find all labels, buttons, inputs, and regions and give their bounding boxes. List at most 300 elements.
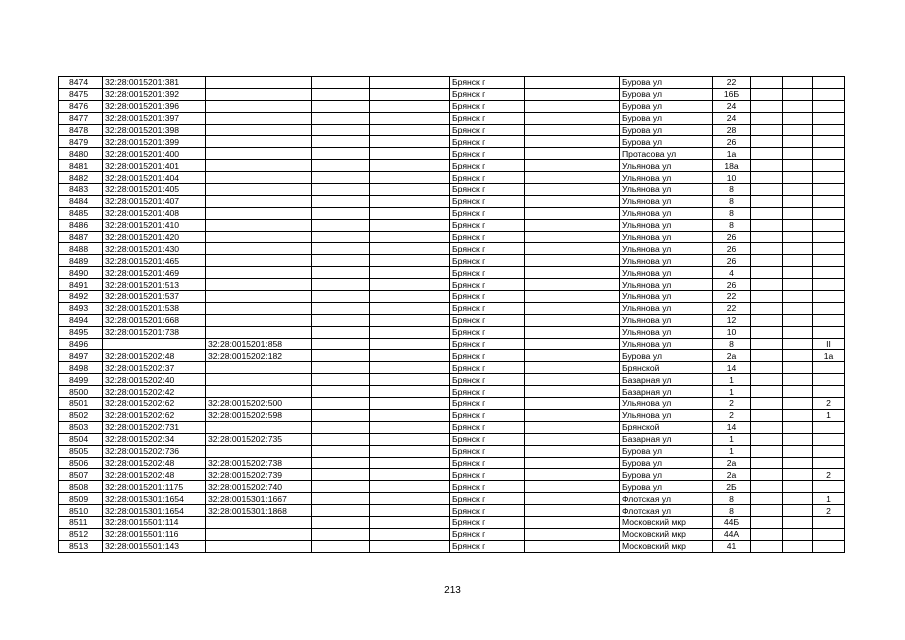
- table-row: [59, 124, 845, 136]
- cell-empty-col-7: [525, 386, 620, 398]
- cell-cadastral-number: 32:28:0015201:404: [103, 172, 206, 184]
- cell-empty-col-4: [312, 457, 370, 469]
- cell-cadastral-number: 32:28:0015301:1654: [103, 505, 206, 517]
- cell-record-number: 8479: [59, 136, 103, 148]
- cell-house-number: 4: [713, 267, 751, 279]
- cell-empty-col-7: [525, 469, 620, 481]
- cell-cadastral-number: 32:28:0015201:668: [103, 314, 206, 326]
- cell-linked-cadastral-number: [206, 195, 312, 207]
- cell-empty-col-7: [525, 398, 620, 410]
- cell-apartment: [813, 267, 845, 279]
- table-row: [59, 374, 845, 386]
- cell-street: Бурова ул: [620, 136, 713, 148]
- cell-street: Брянской: [620, 421, 713, 433]
- cell-house-number: 22: [713, 302, 751, 314]
- cell-empty-col-10: [751, 88, 783, 100]
- cell-apartment: [813, 112, 845, 124]
- cell-empty-col-5: [370, 457, 450, 469]
- cell-apartment: [813, 386, 845, 398]
- cell-empty-col-10: [751, 302, 783, 314]
- cell-empty-col-11: [783, 433, 813, 445]
- cell-empty-col-5: [370, 112, 450, 124]
- cell-empty-col-11: [783, 505, 813, 517]
- cell-street: Ульянова ул: [620, 195, 713, 207]
- cell-empty-col-5: [370, 338, 450, 350]
- cell-cadastral-number: 32:28:0015201:397: [103, 112, 206, 124]
- cell-empty-col-5: [370, 540, 450, 552]
- cell-apartment: [813, 291, 845, 303]
- cell-empty-col-11: [783, 279, 813, 291]
- cell-house-number: 10: [713, 326, 751, 338]
- cell-cadastral-number: 32:28:0015202:62: [103, 398, 206, 410]
- cell-locality: Брянск г: [450, 88, 525, 100]
- cell-locality: Брянск г: [450, 148, 525, 160]
- cell-empty-col-5: [370, 291, 450, 303]
- cell-house-number: 44Б: [713, 516, 751, 528]
- table-row: [59, 184, 845, 196]
- cell-record-number: 8512: [59, 528, 103, 540]
- cell-locality: Брянск г: [450, 326, 525, 338]
- cell-empty-col-5: [370, 362, 450, 374]
- cell-house-number: 44А: [713, 528, 751, 540]
- cell-empty-col-11: [783, 481, 813, 493]
- cell-empty-col-7: [525, 100, 620, 112]
- table-row: [59, 160, 845, 172]
- cell-linked-cadastral-number: [206, 231, 312, 243]
- table-row: [59, 326, 845, 338]
- cell-empty-col-4: [312, 112, 370, 124]
- cell-empty-col-5: [370, 516, 450, 528]
- table-row: [59, 172, 845, 184]
- cell-house-number: 18а: [713, 160, 751, 172]
- cell-empty-col-5: [370, 469, 450, 481]
- cell-street: Ульянова ул: [620, 398, 713, 410]
- cell-empty-col-7: [525, 112, 620, 124]
- cell-empty-col-10: [751, 124, 783, 136]
- cell-empty-col-5: [370, 421, 450, 433]
- cell-linked-cadastral-number: 32:28:0015202:738: [206, 457, 312, 469]
- cell-house-number: 10: [713, 172, 751, 184]
- cell-locality: Брянск г: [450, 267, 525, 279]
- table-row: [59, 136, 845, 148]
- cell-street: Бурова ул: [620, 112, 713, 124]
- cell-empty-col-7: [525, 279, 620, 291]
- cell-house-number: 14: [713, 362, 751, 374]
- cell-empty-col-7: [525, 77, 620, 89]
- cell-apartment: [813, 255, 845, 267]
- cell-empty-col-4: [312, 326, 370, 338]
- cell-apartment: [813, 172, 845, 184]
- register-table: [58, 76, 845, 553]
- cell-empty-col-5: [370, 172, 450, 184]
- cell-empty-col-10: [751, 231, 783, 243]
- cell-apartment: [813, 100, 845, 112]
- cell-empty-col-4: [312, 302, 370, 314]
- cell-empty-col-5: [370, 433, 450, 445]
- cell-apartment: [813, 219, 845, 231]
- cell-empty-col-11: [783, 326, 813, 338]
- cell-locality: Брянск г: [450, 421, 525, 433]
- cell-record-number: 8507: [59, 469, 103, 481]
- cell-street: Флотская ул: [620, 493, 713, 505]
- cell-empty-col-5: [370, 148, 450, 160]
- cell-record-number: 8480: [59, 148, 103, 160]
- cell-cadastral-number: 32:28:0015201:469: [103, 267, 206, 279]
- cell-record-number: 8496: [59, 338, 103, 350]
- cell-locality: Брянск г: [450, 184, 525, 196]
- cell-linked-cadastral-number: [206, 528, 312, 540]
- cell-apartment: [813, 124, 845, 136]
- cell-apartment: [813, 148, 845, 160]
- cell-empty-col-11: [783, 148, 813, 160]
- cell-record-number: 8476: [59, 100, 103, 112]
- cell-record-number: 8484: [59, 195, 103, 207]
- cell-linked-cadastral-number: [206, 184, 312, 196]
- cell-cadastral-number: 32:28:0015201:513: [103, 279, 206, 291]
- cell-locality: Брянск г: [450, 540, 525, 552]
- cell-house-number: 1: [713, 374, 751, 386]
- cell-apartment: [813, 231, 845, 243]
- cell-street: Московский мкр: [620, 540, 713, 552]
- cell-apartment: [813, 160, 845, 172]
- cell-apartment: [813, 88, 845, 100]
- cell-empty-col-7: [525, 195, 620, 207]
- cell-empty-col-4: [312, 516, 370, 528]
- cell-street: Бурова ул: [620, 445, 713, 457]
- cell-empty-col-4: [312, 505, 370, 517]
- cell-record-number: 8510: [59, 505, 103, 517]
- cell-record-number: 8501: [59, 398, 103, 410]
- cell-linked-cadastral-number: [206, 314, 312, 326]
- cell-locality: Брянск г: [450, 314, 525, 326]
- cell-house-number: 24: [713, 112, 751, 124]
- cell-empty-col-7: [525, 255, 620, 267]
- cell-record-number: 8498: [59, 362, 103, 374]
- cell-cadastral-number: 32:28:0015202:40: [103, 374, 206, 386]
- cell-record-number: 8493: [59, 302, 103, 314]
- cell-apartment: [813, 374, 845, 386]
- cell-empty-col-11: [783, 516, 813, 528]
- cell-empty-col-4: [312, 231, 370, 243]
- cell-street: Бурова ул: [620, 124, 713, 136]
- cell-apartment: [813, 540, 845, 552]
- cell-empty-col-5: [370, 314, 450, 326]
- cell-locality: Брянск г: [450, 386, 525, 398]
- cell-house-number: 8: [713, 207, 751, 219]
- cell-empty-col-7: [525, 302, 620, 314]
- cell-locality: Брянск г: [450, 136, 525, 148]
- cell-street: Ульянова ул: [620, 172, 713, 184]
- cell-empty-col-5: [370, 207, 450, 219]
- cell-street: Бурова ул: [620, 100, 713, 112]
- table-row: [59, 362, 845, 374]
- cell-house-number: 8: [713, 505, 751, 517]
- cell-locality: Брянск г: [450, 77, 525, 89]
- cell-empty-col-4: [312, 195, 370, 207]
- cell-empty-col-4: [312, 148, 370, 160]
- cell-street: Ульянова ул: [620, 219, 713, 231]
- cell-house-number: 8: [713, 195, 751, 207]
- cell-street: Ульянова ул: [620, 338, 713, 350]
- cell-record-number: 8489: [59, 255, 103, 267]
- cell-record-number: 8483: [59, 184, 103, 196]
- table-row: [59, 338, 845, 350]
- cell-cadastral-number: 32:28:0015501:143: [103, 540, 206, 552]
- cell-cadastral-number: 32:28:0015201:398: [103, 124, 206, 136]
- table-row: [59, 255, 845, 267]
- cell-street: Ульянова ул: [620, 409, 713, 421]
- table-row: [59, 302, 845, 314]
- cell-empty-col-5: [370, 243, 450, 255]
- cell-linked-cadastral-number: 32:28:0015202:735: [206, 433, 312, 445]
- table-row: [59, 457, 845, 469]
- cell-linked-cadastral-number: [206, 386, 312, 398]
- cell-empty-col-10: [751, 112, 783, 124]
- cell-street: Бурова ул: [620, 350, 713, 362]
- cell-empty-col-10: [751, 398, 783, 410]
- cell-empty-col-11: [783, 386, 813, 398]
- cell-empty-col-4: [312, 88, 370, 100]
- cell-cadastral-number: 32:28:0015202:736: [103, 445, 206, 457]
- cell-locality: Брянск г: [450, 350, 525, 362]
- cell-empty-col-10: [751, 493, 783, 505]
- cell-empty-col-11: [783, 457, 813, 469]
- cell-empty-col-4: [312, 160, 370, 172]
- cell-locality: Брянск г: [450, 124, 525, 136]
- cell-empty-col-7: [525, 457, 620, 469]
- cell-record-number: 8487: [59, 231, 103, 243]
- cell-record-number: 8502: [59, 409, 103, 421]
- cell-empty-col-5: [370, 398, 450, 410]
- cell-cadastral-number: 32:28:0015201:400: [103, 148, 206, 160]
- cell-linked-cadastral-number: [206, 136, 312, 148]
- cell-empty-col-4: [312, 493, 370, 505]
- cell-empty-col-7: [525, 421, 620, 433]
- cell-empty-col-4: [312, 314, 370, 326]
- cell-house-number: 2Б: [713, 481, 751, 493]
- cell-record-number: 8497: [59, 350, 103, 362]
- cell-linked-cadastral-number: [206, 207, 312, 219]
- cell-house-number: 1: [713, 433, 751, 445]
- cell-empty-col-4: [312, 100, 370, 112]
- cell-empty-col-7: [525, 184, 620, 196]
- cell-linked-cadastral-number: [206, 255, 312, 267]
- table-row: [59, 540, 845, 552]
- cell-empty-col-5: [370, 100, 450, 112]
- cell-empty-col-10: [751, 100, 783, 112]
- cell-house-number: 41: [713, 540, 751, 552]
- cell-cadastral-number: 32:28:0015201:392: [103, 88, 206, 100]
- cell-house-number: 2а: [713, 457, 751, 469]
- cell-empty-col-10: [751, 184, 783, 196]
- cell-locality: Брянск г: [450, 505, 525, 517]
- cell-house-number: 2а: [713, 350, 751, 362]
- cell-house-number: 26: [713, 136, 751, 148]
- cell-apartment: [813, 457, 845, 469]
- cell-cadastral-number: 32:28:0015501:116: [103, 528, 206, 540]
- cell-empty-col-10: [751, 469, 783, 481]
- cell-empty-col-10: [751, 528, 783, 540]
- cell-locality: Брянск г: [450, 243, 525, 255]
- cell-empty-col-4: [312, 362, 370, 374]
- table-row: [59, 267, 845, 279]
- cell-locality: Брянск г: [450, 279, 525, 291]
- table-row: [59, 493, 845, 505]
- cell-empty-col-5: [370, 231, 450, 243]
- cell-locality: Брянск г: [450, 160, 525, 172]
- cell-street: Ульянова ул: [620, 267, 713, 279]
- table-row: [59, 207, 845, 219]
- cell-linked-cadastral-number: [206, 291, 312, 303]
- cell-locality: Брянск г: [450, 374, 525, 386]
- cell-apartment: [813, 421, 845, 433]
- cell-locality: Брянск г: [450, 100, 525, 112]
- cell-empty-col-4: [312, 350, 370, 362]
- table-row: [59, 505, 845, 517]
- cell-empty-col-11: [783, 124, 813, 136]
- cell-empty-col-4: [312, 409, 370, 421]
- cell-cadastral-number: 32:28:0015201:538: [103, 302, 206, 314]
- cell-locality: Брянск г: [450, 112, 525, 124]
- table-row: [59, 279, 845, 291]
- cell-empty-col-4: [312, 219, 370, 231]
- cell-empty-col-5: [370, 184, 450, 196]
- cell-empty-col-4: [312, 77, 370, 89]
- cell-empty-col-5: [370, 481, 450, 493]
- cell-empty-col-7: [525, 374, 620, 386]
- cell-street: Ульянова ул: [620, 326, 713, 338]
- cell-empty-col-7: [525, 409, 620, 421]
- cell-record-number: 8509: [59, 493, 103, 505]
- cell-empty-col-5: [370, 386, 450, 398]
- table-row: [59, 100, 845, 112]
- cell-empty-col-4: [312, 445, 370, 457]
- cell-empty-col-4: [312, 398, 370, 410]
- cell-street: Ульянова ул: [620, 243, 713, 255]
- cell-cadastral-number: 32:28:0015201:396: [103, 100, 206, 112]
- cell-street: Бурова ул: [620, 481, 713, 493]
- cell-linked-cadastral-number: [206, 100, 312, 112]
- cell-house-number: 8: [713, 338, 751, 350]
- cell-locality: Брянск г: [450, 255, 525, 267]
- cell-apartment: [813, 516, 845, 528]
- cell-empty-col-7: [525, 243, 620, 255]
- table-row: [59, 516, 845, 528]
- cell-locality: Брянск г: [450, 457, 525, 469]
- cell-record-number: 8488: [59, 243, 103, 255]
- cell-street: Флотская ул: [620, 505, 713, 517]
- cell-empty-col-11: [783, 540, 813, 552]
- cell-linked-cadastral-number: [206, 326, 312, 338]
- cell-locality: Брянск г: [450, 493, 525, 505]
- cell-empty-col-4: [312, 528, 370, 540]
- cell-locality: Брянск г: [450, 433, 525, 445]
- cell-house-number: 1а: [713, 148, 751, 160]
- cell-cadastral-number: 32:28:0015201:381: [103, 77, 206, 89]
- cell-house-number: 8: [713, 493, 751, 505]
- cell-empty-col-5: [370, 374, 450, 386]
- cell-house-number: 26: [713, 279, 751, 291]
- cell-house-number: 2: [713, 409, 751, 421]
- table-row: [59, 386, 845, 398]
- cell-linked-cadastral-number: [206, 88, 312, 100]
- cell-cadastral-number: [103, 338, 206, 350]
- cell-empty-col-4: [312, 267, 370, 279]
- cell-empty-col-11: [783, 88, 813, 100]
- cell-empty-col-5: [370, 195, 450, 207]
- cell-locality: Брянск г: [450, 172, 525, 184]
- cell-linked-cadastral-number: [206, 243, 312, 255]
- cell-street: Бурова ул: [620, 77, 713, 89]
- cell-apartment: [813, 362, 845, 374]
- cell-locality: Брянск г: [450, 195, 525, 207]
- cell-empty-col-10: [751, 338, 783, 350]
- cell-empty-col-4: [312, 338, 370, 350]
- cell-linked-cadastral-number: 32:28:0015301:1868: [206, 505, 312, 517]
- cell-linked-cadastral-number: [206, 124, 312, 136]
- cell-record-number: 8504: [59, 433, 103, 445]
- cell-empty-col-10: [751, 291, 783, 303]
- table-row: [59, 528, 845, 540]
- cell-empty-col-5: [370, 77, 450, 89]
- cell-empty-col-7: [525, 493, 620, 505]
- cell-empty-col-5: [370, 409, 450, 421]
- cell-locality: Брянск г: [450, 469, 525, 481]
- cell-empty-col-7: [525, 219, 620, 231]
- cell-house-number: 16Б: [713, 88, 751, 100]
- cell-record-number: 8486: [59, 219, 103, 231]
- cell-empty-col-4: [312, 255, 370, 267]
- table-row: [59, 88, 845, 100]
- cell-record-number: 8481: [59, 160, 103, 172]
- cell-empty-col-11: [783, 398, 813, 410]
- cell-apartment: [813, 481, 845, 493]
- register-body: [59, 77, 845, 553]
- cell-empty-col-7: [525, 481, 620, 493]
- cell-cadastral-number: 32:28:0015202:48: [103, 457, 206, 469]
- cell-apartment: 1а: [813, 350, 845, 362]
- cell-cadastral-number: 32:28:0015202:62: [103, 409, 206, 421]
- cell-empty-col-10: [751, 457, 783, 469]
- cell-street: Базарная ул: [620, 374, 713, 386]
- cell-empty-col-10: [751, 540, 783, 552]
- cell-locality: Брянск г: [450, 445, 525, 457]
- cell-street: Протасова ул: [620, 148, 713, 160]
- cell-empty-col-5: [370, 302, 450, 314]
- cell-record-number: 8478: [59, 124, 103, 136]
- cell-locality: Брянск г: [450, 516, 525, 528]
- cell-empty-col-5: [370, 279, 450, 291]
- cell-empty-col-10: [751, 350, 783, 362]
- cell-empty-col-7: [525, 505, 620, 517]
- cell-empty-col-4: [312, 386, 370, 398]
- cell-empty-col-11: [783, 231, 813, 243]
- cell-locality: Брянск г: [450, 291, 525, 303]
- cell-empty-col-11: [783, 350, 813, 362]
- cell-linked-cadastral-number: [206, 516, 312, 528]
- cell-empty-col-11: [783, 362, 813, 374]
- cell-record-number: 8499: [59, 374, 103, 386]
- cell-street: Бурова ул: [620, 457, 713, 469]
- cell-apartment: [813, 77, 845, 89]
- cell-empty-col-5: [370, 136, 450, 148]
- cell-street: Ульянова ул: [620, 184, 713, 196]
- cell-apartment: [813, 433, 845, 445]
- cell-linked-cadastral-number: 32:28:0015201:858: [206, 338, 312, 350]
- cell-linked-cadastral-number: 32:28:0015202:598: [206, 409, 312, 421]
- cell-empty-col-7: [525, 326, 620, 338]
- cell-linked-cadastral-number: 32:28:0015301:1667: [206, 493, 312, 505]
